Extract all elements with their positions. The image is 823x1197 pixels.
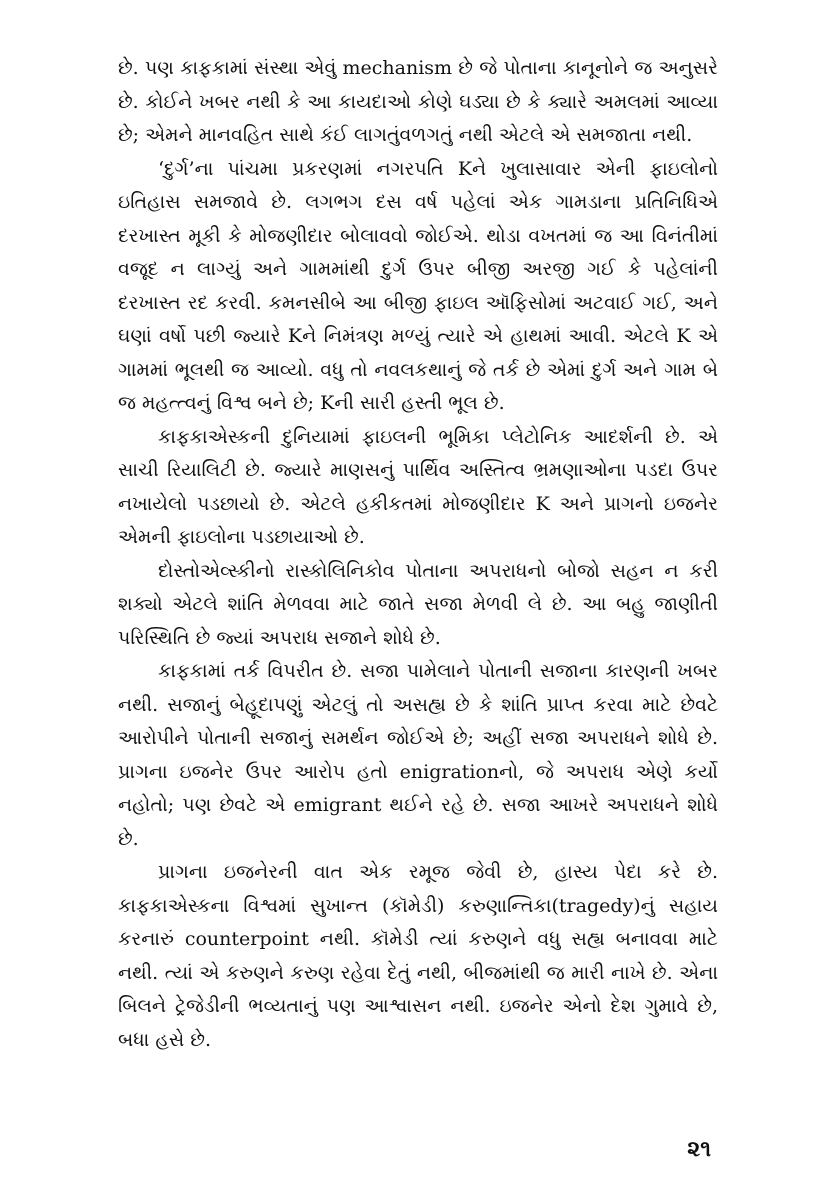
paragraph-2: ‘દુર્ગ’ના પાંચમા પ્રકરણમાં નગરપતિ Kને ખુલાસાવાર એની ફાઇલોનો ઇતિહાસ સમજાવે છે. લગભગ દસ વર્ષ પહેલાં એક ગામડાના પ્રતિનિધિએ દરખાસ્ત મૂકી કે મોજણીદાર બોલાવવો જોઈએ. થોડા વખતમાં જ આ વિનંતીમાં વજૂદ ન લાગ્યું અને ગામમાંથી દુર્ગ ઉપર બીજી અરજી ગઈ કે પહેલાંની દરખાસ્ત રદ કરવી. કમનસીબે આ બીજી ફાઇલ ઑફિસોમાં અટવાઈ ગઈ, અને ઘણાં વર્ષો પછી જ્યારે Kને નિમંત્રણ મળ્યું ત્યારે એ હાથમાં આવી. એટલે K એ ગામમાં ભૂલથી જ આવ્યો. વધુ તો નવલકથાનું જે તર્ક છે એમાં દુર્ગ અને ગામ બે જ મહત્ત્વનું વિશ્વ બને છે; Kની સારી હસ્તી ભૂલ છે. bbox=[118, 157, 718, 414]
paragraph-3: કાફકાએસ્કની દુનિયામાં ફાઇલની ભૂમિકા પ્લેટોનિક આદર્શની છે. એ સાચી રિયાલિટી છે. જ્યારે માણસનું પાર્થિવ અસ્તિત્વ ભ્રમણાઓના પડદા ઉપર નખાયેલો પડછાયો છે. એટલે હકીકતમાં મોજણીદાર K અને પ્રાગનો ઇજનેર એમની ફાઇલોના પડછાયાઓ છે. bbox=[118, 425, 718, 548]
paragraph-5: કાફકામાં તર્ક વિપરીત છે. સજા પામેલાને પોતાની સજાના કારણની ખબર નથી. સજાનું બેહૂદાપણું એટલું તો અસહ્ય છે કે શાંતિ પ્રાપ્ત કરવા માટે છેવટે આરોપીને પોતાની સજાનું સમર્થન જોઈએ છે; અહીં સજા અપરાધને શોધે છે. પ્રાગના ઇજનેર ઉપર આરોપ હતો enigrationનો, જે અપરાધ એણે કર્યો નહોતો; પણ છેવટે એ emigrant થઈને રહે છે. સજા આખરે અપરાધને શોધે છે. bbox=[118, 660, 718, 850]
page-number: ૨૧ bbox=[687, 1136, 711, 1162]
paragraph-1: છે. પણ કાફકામાં સંસ્થા એવું mechanism છે જે પોતાના કાનૂનોને જ અનુસરે છે. કોઈને ખબર નથી કે આ કાયદાઓ કોણે ઘડ્યા છે કે ક્યારે અમલમાં આવ્યા છે; એમને માનવહિત સાથે કંઈ લાગતુંવળગતું નથી એટલે એ સમજાતા નથી. bbox=[118, 57, 718, 146]
page-body bbox=[118, 52, 718, 1057]
paragraph-6: પ્રાગના ઇજનેરની વાત એક રમૂજ જેવી છે, હાસ્ય પેદા કરે છે. કાફકાએસ્કના વિશ્વમાં સુખાન્ત (કૉમેડી) કરુણાન્તિકા(tragedy)નું સહાય કરનારું counterpoint નથી. કૉમેડી ત્યાં કરુણને વધુ સહ્ય બનાવવા માટે નથી. ત્યાં એ કરુણને કરુણ રહેવા દેતું નથી, બીજમાંથી જ મારી નાખે છે. એના બિલને ટ્રેજેડીની ભવ્યતાનું પણ આશ્વાસન નથી. ઇજનેર એનો દેશ ગુમાવે છે, બધા હસે છે. bbox=[118, 861, 718, 1051]
paragraph-4: દોસ્તોએવ્સ્કીનો રાસ્કોલિનિકોવ પોતાના અપરાધનો બોજો સહન ન કરી શક્યો એટલે શાંતિ મેળવવા માટે જાતે સજા મેળવી લે છે. આ બહુ જાણીતી પરિસ્થિતિ છે જ્યાં અપરાધ સજાને શોધે છે. bbox=[118, 559, 718, 649]
